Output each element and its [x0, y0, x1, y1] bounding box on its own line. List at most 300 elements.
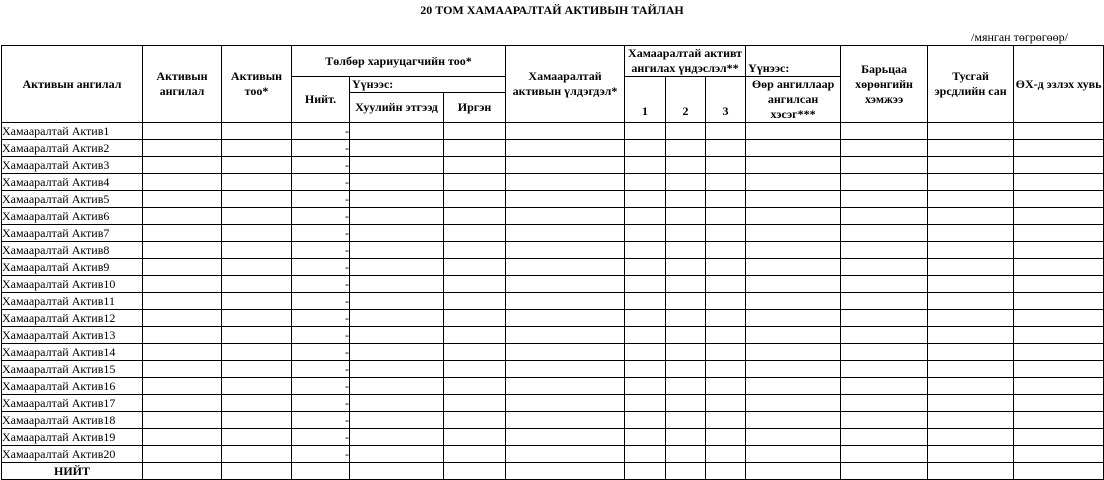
- row-cell: [506, 463, 625, 480]
- row-cell: [350, 157, 444, 174]
- row-cell: [841, 276, 928, 293]
- row-cell: [928, 463, 1014, 480]
- row-cell: [841, 395, 928, 412]
- row-cell: [746, 276, 841, 293]
- row-cell: [1014, 361, 1104, 378]
- row-cell: [222, 446, 292, 463]
- header-special-risk: Тусгай эрсдлийн сан: [928, 46, 1014, 123]
- row-payers-total: -: [292, 242, 350, 259]
- row-asset-name: Хамааралтай Актив9: [2, 259, 143, 276]
- row-cell: [1014, 463, 1104, 480]
- row-cell: [666, 446, 706, 463]
- row-cell: [444, 378, 506, 395]
- header-legal-entity: Хуулийн этгээд: [350, 93, 444, 123]
- header-basis-2: 2: [666, 77, 706, 123]
- row-cell: [143, 463, 222, 480]
- row-payers-total: -: [292, 140, 350, 157]
- row-asset-name: Хамааралтай Актив11: [2, 293, 143, 310]
- header-citizen: Иргэн: [444, 93, 506, 123]
- row-cell: [625, 395, 666, 412]
- row-cell: [706, 242, 746, 259]
- row-cell: [222, 140, 292, 157]
- row-cell: [1014, 327, 1104, 344]
- row-cell: [506, 395, 625, 412]
- row-cell: [143, 344, 222, 361]
- row-cell: [506, 242, 625, 259]
- row-cell: [1014, 174, 1104, 191]
- row-payers-total: -: [292, 157, 350, 174]
- row-cell: [928, 293, 1014, 310]
- row-cell: [841, 140, 928, 157]
- row-cell: [143, 140, 222, 157]
- row-cell: [625, 123, 666, 140]
- row-cell: [841, 327, 928, 344]
- row-cell: [706, 395, 746, 412]
- row-asset-name: Хамааралтай Актив20: [2, 446, 143, 463]
- row-cell: [706, 276, 746, 293]
- row-asset-name: Хамааралтай Актив3: [2, 157, 143, 174]
- row-cell: [143, 276, 222, 293]
- row-cell: [666, 310, 706, 327]
- row-cell: [746, 344, 841, 361]
- row-cell: [506, 361, 625, 378]
- row-cell: [746, 191, 841, 208]
- table-row: [2, 310, 1104, 327]
- row-cell: [350, 378, 444, 395]
- asset-report-table: [1, 45, 1104, 480]
- row-payers-total: -: [292, 191, 350, 208]
- row-cell: [928, 344, 1014, 361]
- row-cell: [928, 412, 1014, 429]
- table-row: [2, 208, 1104, 225]
- row-cell: [746, 310, 841, 327]
- row-cell: [444, 140, 506, 157]
- row-asset-name: Хамааралтай Актив8: [2, 242, 143, 259]
- row-cell: [350, 259, 444, 276]
- row-cell: [444, 310, 506, 327]
- row-cell: [506, 259, 625, 276]
- row-payers-total: -: [292, 310, 350, 327]
- row-asset-name: Хамааралтай Актив15: [2, 361, 143, 378]
- row-cell: [706, 310, 746, 327]
- row-cell: [350, 310, 444, 327]
- row-cell: [1014, 140, 1104, 157]
- row-cell: [506, 123, 625, 140]
- row-cell: [1014, 344, 1104, 361]
- table-row: [2, 191, 1104, 208]
- row-cell: [143, 174, 222, 191]
- row-cell: [928, 174, 1014, 191]
- row-cell: [143, 123, 222, 140]
- row-cell: [928, 361, 1014, 378]
- row-cell: [625, 174, 666, 191]
- row-cell: [841, 157, 928, 174]
- row-cell: [706, 446, 746, 463]
- row-cell: [1014, 208, 1104, 225]
- row-cell: [350, 191, 444, 208]
- row-cell: [1014, 259, 1104, 276]
- row-cell: [222, 276, 292, 293]
- row-cell: [928, 208, 1014, 225]
- row-cell: [222, 429, 292, 446]
- row-cell: [625, 225, 666, 242]
- row-cell: [444, 191, 506, 208]
- row-cell: [143, 293, 222, 310]
- row-cell: [222, 395, 292, 412]
- row-cell: [746, 378, 841, 395]
- row-cell: [350, 463, 444, 480]
- row-cell: [625, 157, 666, 174]
- row-cell: [1014, 123, 1104, 140]
- row-cell: [350, 123, 444, 140]
- row-cell: [928, 276, 1014, 293]
- row-cell: [1014, 242, 1104, 259]
- row-payers-total: -: [292, 259, 350, 276]
- row-cell: [444, 208, 506, 225]
- header-balance: Хамааралтай активын үлдэгдэл*: [506, 46, 625, 123]
- row-cell: [444, 242, 506, 259]
- row-cell: [350, 276, 444, 293]
- row-cell: [143, 310, 222, 327]
- header-of-which: Үүнээс:: [350, 77, 506, 93]
- row-cell: [666, 259, 706, 276]
- row-cell: [444, 174, 506, 191]
- header-total: Нийт.: [292, 77, 350, 123]
- row-cell: [841, 361, 928, 378]
- row-cell: [506, 157, 625, 174]
- row-cell: [444, 259, 506, 276]
- row-asset-name: Хамааралтай Актив16: [2, 378, 143, 395]
- row-cell: [746, 157, 841, 174]
- row-cell: [506, 293, 625, 310]
- row-payers-total: -: [292, 378, 350, 395]
- row-cell: [506, 191, 625, 208]
- row-cell: [746, 429, 841, 446]
- header-payers-group: Төлбөр хариуцагчийн тоо*: [292, 46, 506, 77]
- row-cell: [666, 429, 706, 446]
- row-payers-total: -: [292, 293, 350, 310]
- row-cell: [143, 361, 222, 378]
- row-payers-total: -: [292, 225, 350, 242]
- row-payers-total: -: [292, 174, 350, 191]
- table-header: [2, 46, 1104, 123]
- row-cell: [928, 446, 1014, 463]
- table-row: [2, 157, 1104, 174]
- row-payers-total: -: [292, 361, 350, 378]
- row-cell: [746, 293, 841, 310]
- row-asset-name: Хамааралтай Актив17: [2, 395, 143, 412]
- row-asset-name: Хамааралтай Актив10: [2, 276, 143, 293]
- row-cell: [143, 191, 222, 208]
- row-cell: [706, 225, 746, 242]
- row-cell: [222, 361, 292, 378]
- row-asset-name: Хамааралтай Актив2: [2, 140, 143, 157]
- row-cell: [706, 463, 746, 480]
- row-cell: [928, 378, 1014, 395]
- row-cell: [928, 242, 1014, 259]
- row-cell: [928, 327, 1014, 344]
- row-cell: [143, 395, 222, 412]
- row-asset-name: Хамааралтай Актив13: [2, 327, 143, 344]
- header-asset-class-2: Активын ангилал: [143, 46, 222, 123]
- row-cell: [928, 191, 1014, 208]
- row-cell: [350, 344, 444, 361]
- row-payers-total: -: [292, 412, 350, 429]
- row-cell: [666, 293, 706, 310]
- row-cell: [222, 123, 292, 140]
- row-cell: [350, 412, 444, 429]
- row-cell: [222, 259, 292, 276]
- row-cell: [444, 446, 506, 463]
- row-cell: [928, 123, 1014, 140]
- table-row: [2, 174, 1104, 191]
- row-cell: [841, 123, 928, 140]
- row-payers-total: -: [292, 395, 350, 412]
- row-cell: [625, 276, 666, 293]
- row-cell: [625, 327, 666, 344]
- row-cell: [625, 446, 666, 463]
- table-row: [2, 344, 1104, 361]
- row-cell: [746, 463, 841, 480]
- row-cell: [746, 446, 841, 463]
- report-title: 20 ТОМ ХАМААРАЛТАЙ АКТИВЫН ТАЙЛАН: [420, 3, 684, 17]
- row-cell: [143, 429, 222, 446]
- row-cell: [625, 310, 666, 327]
- row-cell: [706, 259, 746, 276]
- row-cell: [625, 429, 666, 446]
- row-cell: [841, 429, 928, 446]
- row-cell: [222, 225, 292, 242]
- row-cell: [222, 208, 292, 225]
- row-cell: [625, 361, 666, 378]
- row-cell: [625, 463, 666, 480]
- row-cell: [625, 208, 666, 225]
- header-equity-pct: ӨХ-д эзлэх хувь: [1014, 46, 1104, 123]
- row-cell: [706, 157, 746, 174]
- row-cell: [506, 276, 625, 293]
- row-cell: [666, 174, 706, 191]
- row-cell: [841, 344, 928, 361]
- row-cell: [625, 259, 666, 276]
- row-cell: [222, 310, 292, 327]
- row-cell: [1014, 157, 1104, 174]
- table-body: [2, 123, 1104, 480]
- row-cell: [1014, 293, 1104, 310]
- table-row: [2, 361, 1104, 378]
- table-row: [2, 123, 1104, 140]
- row-cell: [444, 225, 506, 242]
- row-cell: [841, 378, 928, 395]
- header-basis-group: Хамааралтай активт ангилах үндэслэл**: [625, 46, 746, 77]
- row-asset-name: НИЙТ: [2, 463, 143, 480]
- row-cell: [746, 361, 841, 378]
- row-cell: [746, 327, 841, 344]
- row-cell: [746, 174, 841, 191]
- row-cell: [350, 140, 444, 157]
- row-payers-total: -: [292, 429, 350, 446]
- row-cell: [706, 140, 746, 157]
- row-cell: [506, 378, 625, 395]
- row-cell: [444, 327, 506, 344]
- row-cell: [706, 123, 746, 140]
- row-payers-total: -: [292, 327, 350, 344]
- row-cell: [350, 429, 444, 446]
- row-cell: [350, 225, 444, 242]
- table-row: [2, 225, 1104, 242]
- row-asset-name: Хамааралтай Актив5: [2, 191, 143, 208]
- row-cell: [841, 310, 928, 327]
- row-cell: [1014, 225, 1104, 242]
- row-cell: [506, 344, 625, 361]
- row-cell: [350, 208, 444, 225]
- row-cell: [506, 412, 625, 429]
- row-cell: [666, 378, 706, 395]
- row-cell: [506, 208, 625, 225]
- row-cell: [222, 463, 292, 480]
- row-cell: [350, 395, 444, 412]
- row-cell: [143, 412, 222, 429]
- row-cell: [143, 378, 222, 395]
- row-cell: [666, 191, 706, 208]
- table-row: [2, 276, 1104, 293]
- row-cell: [444, 293, 506, 310]
- row-cell: [746, 225, 841, 242]
- row-cell: [625, 140, 666, 157]
- row-cell: [666, 395, 706, 412]
- row-cell: [841, 174, 928, 191]
- row-cell: [444, 429, 506, 446]
- row-cell: [1014, 429, 1104, 446]
- row-cell: [444, 361, 506, 378]
- row-cell: [222, 327, 292, 344]
- row-cell: [350, 361, 444, 378]
- table-row: [2, 429, 1104, 446]
- row-cell: [444, 395, 506, 412]
- row-cell: [444, 276, 506, 293]
- row-cell: [746, 242, 841, 259]
- header-collateral: Барьцаа хөрөнгийн хэмжээ: [841, 46, 928, 123]
- row-cell: [746, 208, 841, 225]
- row-payers-total: -: [292, 344, 350, 361]
- row-cell: [222, 412, 292, 429]
- row-asset-name: Хамааралтай Актив18: [2, 412, 143, 429]
- header-own-of-which: Үүнээс:: [746, 46, 841, 77]
- row-asset-name: Хамааралтай Актив4: [2, 174, 143, 191]
- row-cell: [143, 259, 222, 276]
- table-row: [2, 327, 1104, 344]
- row-cell: [666, 140, 706, 157]
- row-cell: [222, 344, 292, 361]
- table-row: [2, 293, 1104, 310]
- row-cell: [506, 429, 625, 446]
- row-cell: [746, 140, 841, 157]
- row-asset-name: Хамааралтай Актив19: [2, 429, 143, 446]
- header-own-classified: Өөр ангиллаар ангилсан хэсэг***: [746, 77, 841, 123]
- row-asset-name: Хамааралтай Актив12: [2, 310, 143, 327]
- row-cell: [746, 123, 841, 140]
- row-cell: [506, 174, 625, 191]
- row-cell: [746, 259, 841, 276]
- table-row: [2, 395, 1104, 412]
- row-cell: [706, 208, 746, 225]
- row-cell: [706, 361, 746, 378]
- row-cell: [222, 174, 292, 191]
- row-cell: [666, 123, 706, 140]
- row-cell: [928, 140, 1014, 157]
- row-payers-total: -: [292, 446, 350, 463]
- row-cell: [1014, 412, 1104, 429]
- row-cell: [143, 157, 222, 174]
- row-cell: [1014, 446, 1104, 463]
- row-cell: [1014, 276, 1104, 293]
- header-basis-1: 1: [625, 77, 666, 123]
- row-cell: [506, 446, 625, 463]
- row-cell: [143, 446, 222, 463]
- table-row: [2, 140, 1104, 157]
- header-basis-3: 3: [706, 77, 746, 123]
- row-cell: [666, 412, 706, 429]
- row-cell: [666, 361, 706, 378]
- row-cell: [666, 242, 706, 259]
- row-cell: [350, 293, 444, 310]
- row-cell: [143, 327, 222, 344]
- row-cell: [841, 208, 928, 225]
- row-cell: [666, 344, 706, 361]
- row-asset-name: Хамааралтай Актив1: [2, 123, 143, 140]
- row-cell: [706, 344, 746, 361]
- row-cell: [706, 378, 746, 395]
- row-cell: [444, 157, 506, 174]
- row-cell: [625, 191, 666, 208]
- row-cell: [928, 157, 1014, 174]
- row-asset-name: Хамааралтай Актив14: [2, 344, 143, 361]
- row-cell: [1014, 378, 1104, 395]
- row-cell: [506, 327, 625, 344]
- row-cell: [625, 293, 666, 310]
- row-cell: [928, 225, 1014, 242]
- row-cell: [666, 327, 706, 344]
- row-cell: [143, 242, 222, 259]
- row-cell: [746, 395, 841, 412]
- row-cell: [1014, 191, 1104, 208]
- row-cell: [666, 463, 706, 480]
- row-cell: [666, 208, 706, 225]
- row-cell: [706, 412, 746, 429]
- row-asset-name: Хамааралтай Актив6: [2, 208, 143, 225]
- row-cell: [841, 259, 928, 276]
- row-cell: [506, 225, 625, 242]
- row-cell: [143, 225, 222, 242]
- table-row: [2, 242, 1104, 259]
- row-payers-total: -: [292, 123, 350, 140]
- row-cell: [841, 446, 928, 463]
- unit-note: /мянган төгрөгөөр/: [971, 30, 1068, 44]
- row-cell: [222, 191, 292, 208]
- row-cell: [706, 293, 746, 310]
- row-cell: [625, 344, 666, 361]
- row-cell: [444, 463, 506, 480]
- row-cell: [506, 310, 625, 327]
- row-cell: [350, 446, 444, 463]
- row-cell: [841, 412, 928, 429]
- row-cell: [841, 225, 928, 242]
- row-cell: [222, 157, 292, 174]
- row-cell: [350, 174, 444, 191]
- row-cell: [666, 276, 706, 293]
- row-cell: [1014, 395, 1104, 412]
- row-asset-name: Хамааралтай Актив7: [2, 225, 143, 242]
- row-cell: [928, 259, 1014, 276]
